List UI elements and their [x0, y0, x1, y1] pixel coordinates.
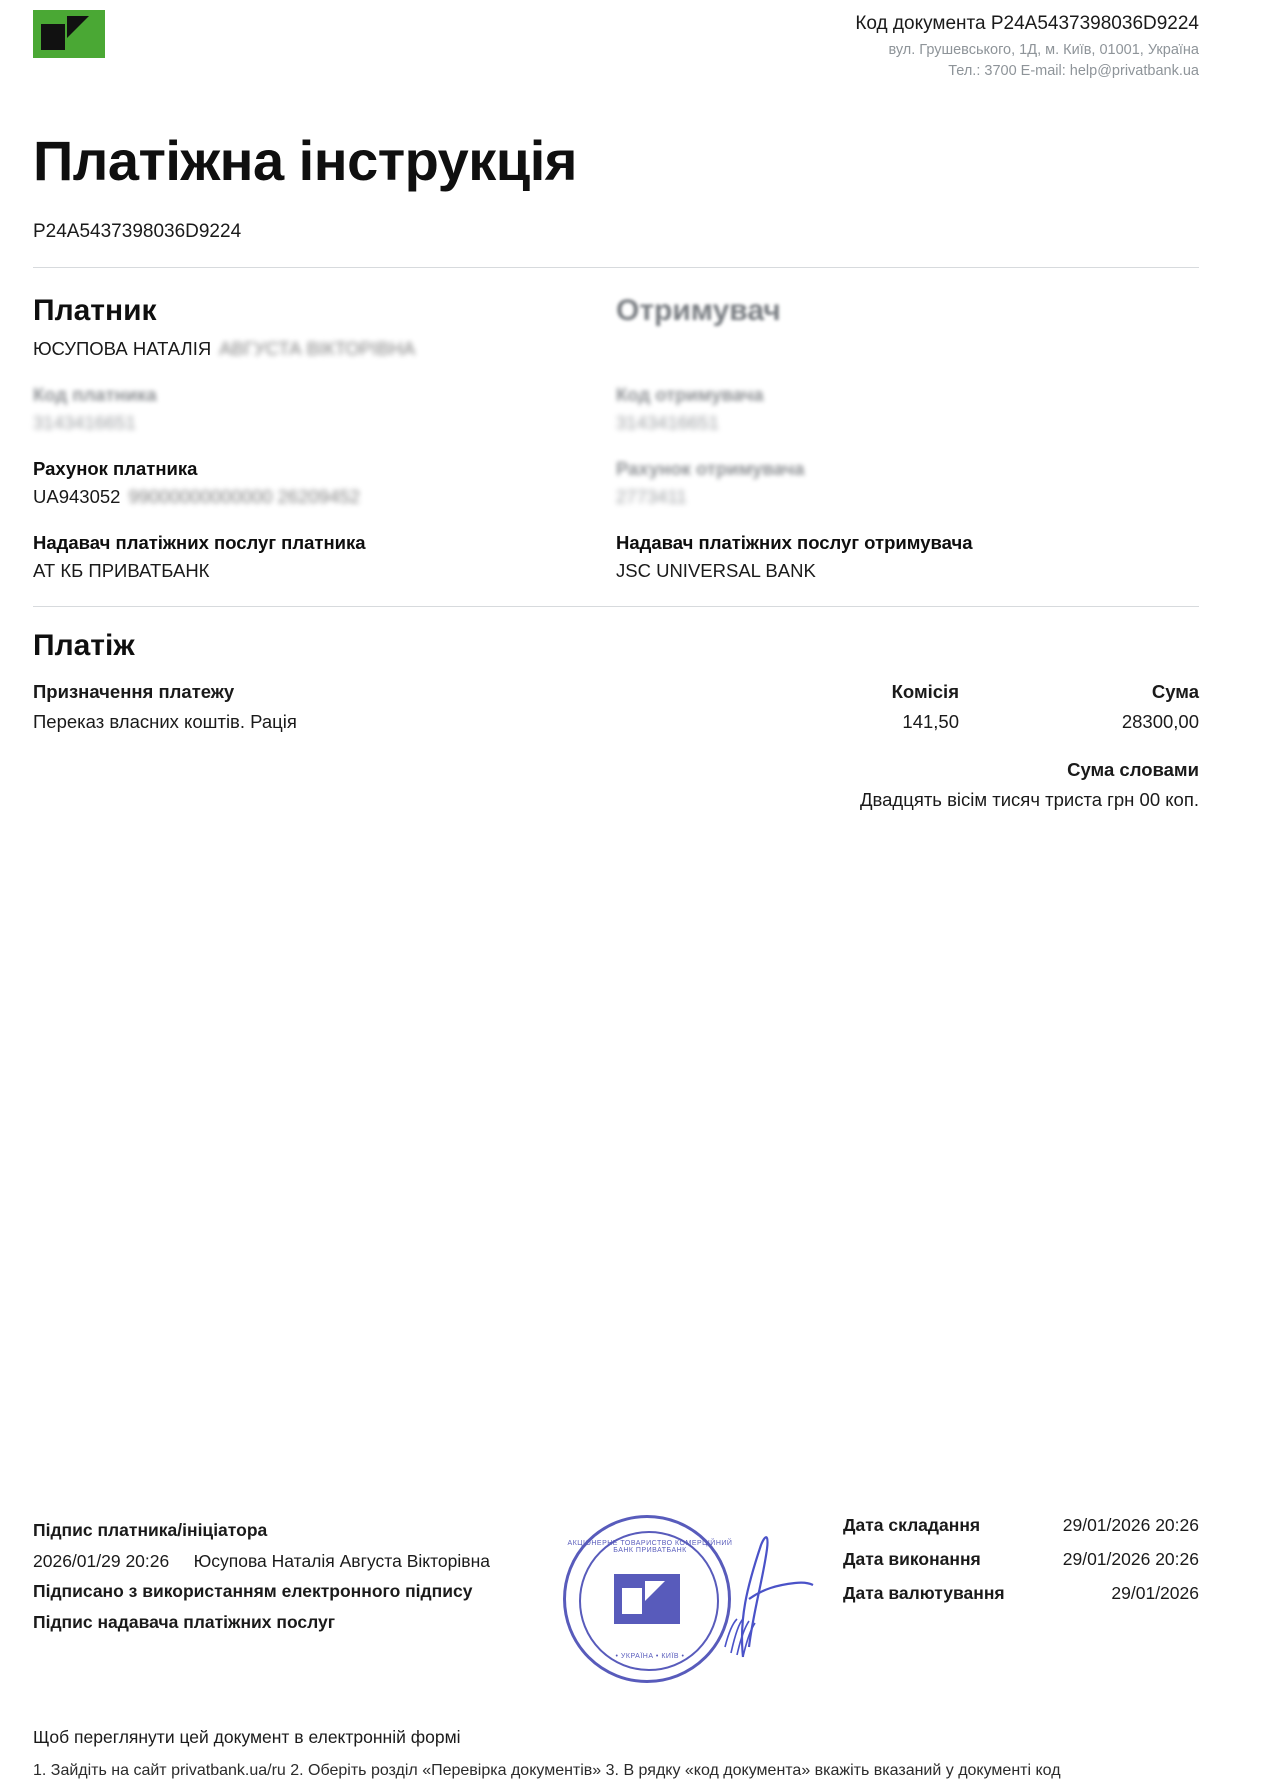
- payer-account-label: [33, 458, 586, 480]
- payer-provider: АТ КБ ПРИВАТБАНК: [33, 559, 210, 581]
- payer-name-masked: АВГУСТА ВІКТОРІВНА: [219, 337, 416, 359]
- date-row: [843, 1549, 1199, 1570]
- receiver-heading: Отримувач: [616, 293, 781, 327]
- payer-column: [33, 294, 616, 582]
- date-label: Дата валютування: [843, 1583, 1005, 1603]
- table-row: [33, 711, 1199, 733]
- payer-account: UA943052: [33, 485, 121, 507]
- receiver-provider: JSC UNIVERSAL BANK: [616, 559, 816, 581]
- date-value: 29/01/2026: [1111, 1583, 1199, 1603]
- header-meta: [855, 10, 1199, 82]
- page-title: Платіжна інструкція: [33, 128, 577, 192]
- dates-block: [843, 1515, 1199, 1617]
- payer-sign-name: Юсупова Наталія Августа Вікторівна: [193, 1550, 490, 1571]
- provider-sign-label: Підпис надавача платіжних послуг: [33, 1611, 336, 1632]
- payer-heading: Платник: [33, 293, 157, 327]
- date-row: [843, 1583, 1199, 1604]
- date-value: 29/01/2026 20:26: [1062, 1549, 1199, 1569]
- receiver-code-label: Код отримувача: [616, 383, 764, 405]
- stamp-top-text: АКЦІОНЕРНЕ ТОВАРИСТВО КОМЕРЦІЙНИЙ БАНК ПРИВАТБАНК: [567, 1540, 733, 1554]
- signed-with-note: Підписано з використанням електронного підпису: [33, 1581, 473, 1602]
- electronic-view-steps: 1. Зайдіть на сайт privatbank.ua/ru 2. Оберіть розділ «Перевірка документів» 3. В рядку «код документа» вкажіть вказаний у документі код: [33, 1762, 1061, 1779]
- payer-sign-label: Підпис платника/ініціатора: [33, 1520, 268, 1540]
- bank-address: вул. Грушевського, 1Д, м. Київ, 01001, Україна: [888, 41, 1199, 58]
- sum-value: 28300,00: [1121, 710, 1199, 732]
- signature-block: [33, 1515, 553, 1638]
- doc-code-value: P24A5437398036D9224: [990, 13, 1199, 34]
- divider-payment: [33, 606, 1199, 607]
- document-footer: [33, 1515, 1199, 1780]
- sum-header: Сума: [1151, 680, 1199, 702]
- date-label: Дата складання: [843, 1515, 981, 1535]
- document-header: [33, 0, 1199, 82]
- purpose-header: Призначення платежу: [33, 680, 235, 702]
- document-id: P24A5437398036D9224: [33, 220, 242, 242]
- fee-header: Комісія: [891, 680, 959, 702]
- receiver-account-value: 2773411: [616, 485, 687, 507]
- receiver-account-label: Рахунок отримувача: [616, 457, 805, 479]
- payer-sign-line: [33, 1546, 553, 1577]
- sum-words-value: Двадцять вісім тисяч триста грн 00 коп.: [859, 788, 1199, 810]
- privatbank-logo-icon: [33, 10, 105, 58]
- doc-code-line: [855, 10, 1199, 38]
- receiver-code-value: 3143416651: [616, 411, 719, 433]
- doc-code-label: Код документа: [855, 13, 986, 34]
- payer-provider-label: Надавач платіжних послуг платника: [33, 531, 366, 553]
- payer-sign-datetime: 2026/01/29 20:26: [33, 1550, 170, 1571]
- page-right-margin: [1232, 0, 1265, 1725]
- divider-top: [33, 267, 1199, 268]
- payer-account-masked: 99000000000000 26209452: [128, 485, 360, 507]
- purpose-value: Переказ власних коштів. Рація: [33, 710, 297, 732]
- payer-name-row: [33, 338, 586, 360]
- receiver-column: [616, 294, 1199, 582]
- bank-stamp: [553, 1515, 843, 1685]
- sum-words-label: Сума словами: [1067, 758, 1199, 780]
- electronic-view-note: Щоб переглянути цей документ в електронній формі: [33, 1727, 461, 1747]
- payer-name: ЮСУПОВА НАТАЛІЯ: [33, 337, 212, 359]
- parties-section: [33, 294, 1199, 582]
- payer-code-value: 3143416651: [33, 411, 136, 433]
- payer-account-row: [33, 486, 586, 508]
- payer-account-label-text: Рахунок платника: [33, 457, 198, 479]
- payment-heading: Платіж: [33, 628, 135, 662]
- payer-code-label: Код платника: [33, 383, 157, 405]
- date-row: [843, 1515, 1199, 1536]
- date-label: Дата виконання: [843, 1549, 981, 1569]
- stamp-bottom-text: • УКРАЇНА • КИЇВ •: [615, 1653, 685, 1660]
- receiver-provider-label: Надавач платіжних послуг отримувача: [616, 531, 973, 553]
- fee-value: 141,50: [902, 710, 959, 732]
- payment-table-header: [33, 681, 1199, 703]
- stamp-logo-icon: [614, 1574, 680, 1624]
- handwritten-signature-icon: [703, 1527, 833, 1667]
- bank-contacts: Тел.: 3700 E-mail: help@privatbank.ua: [948, 62, 1199, 79]
- date-value: 29/01/2026 20:26: [1062, 1515, 1199, 1535]
